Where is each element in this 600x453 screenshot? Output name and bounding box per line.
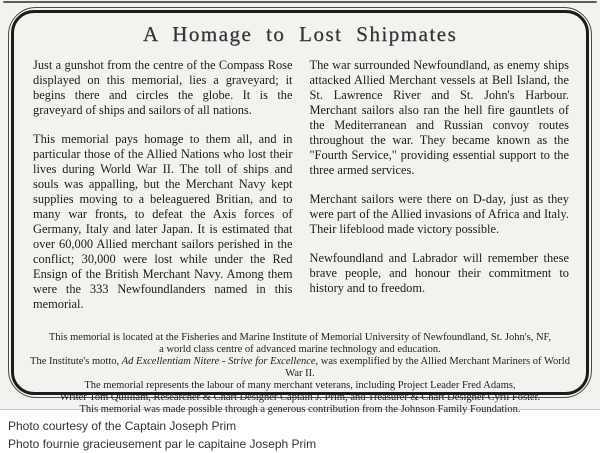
- left-paragraph-2: This memorial pays homage to them all, and in particular those of the Allied Nations who lost their lives during World War II. The toll of ships and souls was appalling, but the Merchant Navy kept supplies moving to a beleaguered Britian, and to many war fronts, to defeat the Axis forces of Germany, Italy and later Japan. It is estimated that over 60,000 Allied merchant sailors perished in the conflict; 30,000 were lost while under the Red Ensign of the British Merchant Navy. Among them were the 333 Newfoundlanders named in this memorial.: [33, 132, 293, 311]
- caption-english: Photo courtesy of the Captain Joseph Prim: [8, 419, 237, 433]
- right-paragraph-2: Merchant sailors were there on D-day, just as they were part of the Allied invasions of Africa and Italy. Their lifeblood made victory possible.: [309, 192, 569, 236]
- photo-edge-line: [3, 1, 597, 3]
- memorial-frame-outer: [8, 7, 592, 415]
- caption-french: Photo fournie gracieusement par le capitaine Joseph Prim: [8, 437, 317, 451]
- memorial-content: [14, 13, 586, 415]
- footer-motto: Ad Excellentiam Nitere - Strive for Excellence: [121, 356, 316, 367]
- footer-line-3-suffix: , was exemplified by the Allied Merchant Mariners of World War II.: [285, 356, 570, 379]
- footer-line-6: This memorial was made possible through a generous contribution from the Johnson Family Foundation.: [79, 404, 521, 415]
- right-paragraph-1: The war surrounded Newfoundland, as enemy ships attacked Allied Merchant vessels at Bell Island, the St. Lawrence River and St. John's Harbour. Merchant sailors also ran the hell fire gauntlets of the Mediterranean and Russian convoy routes throughout the war. They became known as the "Fourth Service," providing essential support to the three armed services.: [309, 58, 569, 177]
- footer-line-1: This memorial is located at the Fisheries and Marine Institute of Memorial University of Newfoundland, St. John's, NF,: [48, 332, 552, 343]
- left-paragraph-1: Just a gunshot from the centre of the Compass Rose displayed on this memorial, lies a graveyard; it begins there and circles the globe. It is the graveyard of ships and sailors of all nations.: [33, 58, 293, 117]
- left-column: [33, 58, 293, 326]
- footer-line-2: a world class centre of advanced marine technology and education.: [159, 344, 441, 355]
- footer-line-5: Writer Tom Quilliam, Researcher & Chart Designer Captain J. Prim, and Treasurer & Chart Designer Cyril Foster.: [59, 392, 541, 403]
- memorial-footer: [14, 332, 586, 416]
- photo-captions: [0, 410, 600, 453]
- right-column: [310, 58, 570, 326]
- footer-line-3: [30, 356, 570, 380]
- footer-line-3-prefix: The Institute's motto,: [30, 356, 122, 367]
- memorial-title: A Homage to Lost Shipmates: [142, 22, 458, 46]
- footer-line-4: The memorial represents the labour of many merchant veterans, including Project Leader Fred Adams,: [84, 380, 516, 391]
- right-paragraph-3: Newfoundland and Labrador will remember these brave people, and honour their commitment to history and to freedom.: [309, 251, 569, 295]
- memorial-frame-inner: [11, 10, 589, 415]
- memorial-columns: [14, 54, 586, 326]
